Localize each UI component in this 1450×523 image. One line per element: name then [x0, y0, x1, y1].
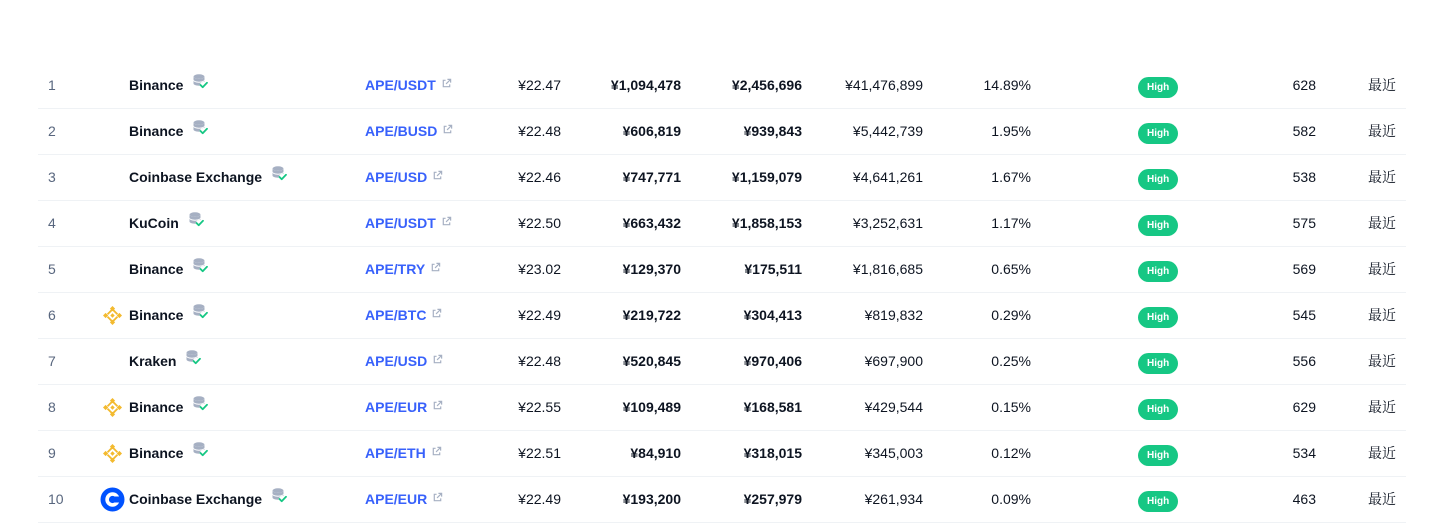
- exchange-name-text[interactable]: Binance: [129, 123, 184, 139]
- updated-value: 最近: [1368, 169, 1396, 185]
- exchange-name[interactable]: [129, 247, 208, 292]
- confidence-badge: [1138, 75, 1178, 96]
- price-value: ¥22.46: [518, 169, 561, 185]
- external-link-icon[interactable]: [441, 62, 452, 107]
- verified-database-icon: [192, 246, 208, 291]
- table-row[interactable]: [38, 477, 1406, 523]
- trading-pair-text[interactable]: APE/EUR: [365, 399, 428, 415]
- volume-value: ¥345,003: [864, 445, 923, 461]
- exchange-name[interactable]: [129, 201, 204, 246]
- confidence-label: High: [1138, 307, 1178, 328]
- rank-number: 4: [48, 215, 56, 231]
- verified-database-icon: [188, 200, 204, 245]
- binance-logo-icon: [100, 441, 125, 466]
- confidence-label: High: [1138, 123, 1178, 144]
- table-row[interactable]: [38, 339, 1406, 385]
- liquidity-score-value: 538: [1292, 169, 1316, 185]
- exchange-name[interactable]: [129, 293, 208, 338]
- updated-value: 最近: [1368, 445, 1396, 461]
- trading-pair-link[interactable]: [365, 247, 441, 292]
- volume-share-value: 0.29%: [991, 307, 1031, 323]
- exchange-name-text[interactable]: KuCoin: [129, 215, 179, 231]
- table-row[interactable]: [38, 293, 1406, 339]
- confidence-badge: [1138, 305, 1178, 326]
- rank-number: 7: [48, 353, 56, 369]
- depth-minus-2-value: ¥2,456,696: [731, 77, 802, 93]
- table-row[interactable]: [38, 155, 1406, 201]
- rank-number: 9: [48, 445, 56, 461]
- liquidity-score-value: 534: [1292, 445, 1316, 461]
- liquidity-score-value: 628: [1292, 77, 1316, 93]
- volume-share-value: 0.25%: [991, 353, 1031, 369]
- volume-value: ¥429,544: [864, 399, 923, 415]
- external-link-icon[interactable]: [432, 476, 443, 521]
- volume-share-value: 1.95%: [991, 123, 1031, 139]
- trading-pair-link[interactable]: [365, 109, 453, 154]
- volume-value: ¥4,641,261: [852, 169, 923, 185]
- external-link-icon[interactable]: [431, 292, 442, 337]
- trading-pair-text[interactable]: APE/BUSD: [365, 123, 438, 139]
- trading-pair-text[interactable]: APE/ETH: [365, 445, 426, 461]
- confidence-badge: [1138, 397, 1178, 418]
- rank-number: 6: [48, 307, 56, 323]
- rank-number: 10: [48, 491, 64, 507]
- volume-value: ¥819,832: [864, 307, 923, 323]
- exchange-name-text[interactable]: Binance: [129, 445, 184, 461]
- updated-value: 最近: [1368, 353, 1396, 369]
- volume-share-value: 1.67%: [991, 169, 1031, 185]
- trading-pair-link[interactable]: [365, 385, 443, 430]
- trading-pair-link[interactable]: [365, 155, 443, 200]
- table-row[interactable]: [38, 201, 1406, 247]
- trading-pair-text[interactable]: APE/USDT: [365, 215, 436, 231]
- volume-value: ¥3,252,631: [852, 215, 923, 231]
- depth-plus-2-value: ¥606,819: [622, 123, 681, 139]
- depth-plus-2-value: ¥84,910: [630, 445, 681, 461]
- table-row[interactable]: [38, 109, 1406, 155]
- depth-plus-2-value: ¥520,845: [622, 353, 681, 369]
- volume-share-value: 0.12%: [991, 445, 1031, 461]
- depth-plus-2-value: ¥219,722: [622, 307, 681, 323]
- volume-share-value: 0.15%: [991, 399, 1031, 415]
- confidence-badge: [1138, 213, 1178, 234]
- confidence-label: High: [1138, 399, 1178, 420]
- volume-value: ¥5,442,739: [852, 123, 923, 139]
- verified-database-icon: [192, 108, 208, 153]
- volume-value: ¥41,476,899: [845, 77, 923, 93]
- exchange-logo-icon: [100, 165, 125, 190]
- table-body: [38, 63, 1406, 523]
- updated-value: 最近: [1368, 399, 1396, 415]
- volume-share-value: 0.09%: [991, 491, 1031, 507]
- price-value: ¥22.50: [518, 215, 561, 231]
- updated-value: 最近: [1368, 491, 1396, 507]
- confidence-badge: [1138, 121, 1178, 142]
- verified-database-icon: [271, 154, 287, 199]
- depth-minus-2-value: ¥175,511: [744, 261, 802, 277]
- confidence-label: High: [1138, 77, 1178, 98]
- depth-minus-2-value: ¥318,015: [743, 445, 802, 461]
- trading-pair-text[interactable]: APE/EUR: [365, 491, 428, 507]
- exchange-name-text[interactable]: Binance: [129, 399, 184, 415]
- verified-database-icon: [192, 62, 208, 107]
- exchange-name-text[interactable]: Kraken: [129, 353, 177, 369]
- confidence-label: High: [1138, 353, 1178, 374]
- depth-minus-2-value: ¥1,858,153: [731, 215, 802, 231]
- trading-pair-link[interactable]: [365, 431, 442, 476]
- depth-minus-2-value: ¥1,159,079: [731, 169, 802, 185]
- exchange-name-text[interactable]: Binance: [129, 261, 184, 277]
- price-value: ¥22.51: [518, 445, 561, 461]
- updated-value: 最近: [1368, 307, 1396, 323]
- liquidity-score-value: 463: [1292, 491, 1316, 507]
- exchange-logo-icon: [100, 349, 125, 374]
- updated-value: 最近: [1368, 215, 1396, 231]
- confidence-label: High: [1138, 445, 1178, 466]
- liquidity-score-value: 575: [1292, 215, 1316, 231]
- confidence-label: High: [1138, 491, 1178, 512]
- confidence-badge: [1138, 259, 1178, 280]
- depth-minus-2-value: ¥168,581: [743, 399, 802, 415]
- exchange-logo-icon: [100, 257, 125, 282]
- external-link-icon[interactable]: [430, 246, 441, 291]
- table-row[interactable]: [38, 63, 1406, 109]
- rank-number: 5: [48, 261, 56, 277]
- external-link-icon[interactable]: [432, 384, 443, 429]
- liquidity-score-value: 582: [1292, 123, 1316, 139]
- external-link-icon[interactable]: [432, 338, 443, 383]
- confidence-label: High: [1138, 261, 1178, 282]
- trading-pair-text[interactable]: APE/USDT: [365, 77, 436, 93]
- depth-plus-2-value: ¥663,432: [622, 215, 681, 231]
- volume-share-value: 0.65%: [991, 261, 1031, 277]
- exchange-name-text[interactable]: Coinbase Exchange: [129, 169, 263, 185]
- volume-value: ¥697,900: [864, 353, 923, 369]
- depth-minus-2-value: ¥304,413: [743, 307, 802, 323]
- volume-value: ¥261,934: [864, 491, 923, 507]
- trading-pair-text[interactable]: APE/TRY: [365, 261, 426, 277]
- trading-pair-link[interactable]: [365, 293, 442, 338]
- exchange-name[interactable]: [129, 339, 201, 384]
- exchange-name[interactable]: [129, 63, 208, 108]
- confidence-badge: [1138, 443, 1178, 464]
- volume-share-value: 1.17%: [991, 215, 1031, 231]
- verified-database-icon: [192, 292, 208, 337]
- depth-plus-2-value: ¥129,370: [622, 261, 681, 277]
- table-row[interactable]: [38, 431, 1406, 477]
- exchange-name-text[interactable]: Binance: [129, 77, 184, 93]
- verified-database-icon: [192, 384, 208, 429]
- external-link-icon[interactable]: [441, 200, 452, 245]
- trading-pair-link[interactable]: [365, 63, 452, 108]
- updated-value: 最近: [1368, 261, 1396, 277]
- markets-table: [38, 63, 1406, 523]
- updated-value: 最近: [1368, 123, 1396, 139]
- price-value: ¥23.02: [518, 261, 561, 277]
- exchange-name-text[interactable]: Coinbase Exchange: [129, 491, 263, 507]
- rank-number: 1: [48, 77, 56, 93]
- price-value: ¥22.55: [518, 399, 561, 415]
- trading-pair-text[interactable]: APE/USD: [365, 353, 428, 369]
- exchange-logo-icon: [100, 119, 125, 144]
- confidence-badge: [1138, 167, 1178, 188]
- external-link-icon[interactable]: [431, 430, 442, 475]
- rank-number: 8: [48, 399, 56, 415]
- binance-logo-icon: [100, 395, 125, 420]
- trading-pair-link[interactable]: [365, 201, 452, 246]
- volume-value: ¥1,816,685: [852, 261, 923, 277]
- external-link-icon[interactable]: [442, 108, 453, 153]
- price-value: ¥22.49: [518, 307, 561, 323]
- confidence-label: High: [1138, 169, 1178, 190]
- depth-plus-2-value: ¥1,094,478: [610, 77, 681, 93]
- price-value: ¥22.47: [518, 77, 561, 93]
- trading-pair-text[interactable]: APE/BTC: [365, 307, 427, 323]
- trading-pair-text[interactable]: APE/USD: [365, 169, 428, 185]
- updated-value: 最近: [1368, 77, 1396, 93]
- confidence-label: High: [1138, 215, 1178, 236]
- rank-number: 3: [48, 169, 56, 185]
- rank-number: 2: [48, 123, 56, 139]
- exchange-logo-icon: [100, 211, 125, 236]
- liquidity-score-value: 556: [1292, 353, 1316, 369]
- depth-minus-2-value: ¥939,843: [743, 123, 802, 139]
- exchange-name[interactable]: [129, 385, 208, 430]
- liquidity-score-value: 545: [1292, 307, 1316, 323]
- exchange-name[interactable]: [129, 109, 208, 154]
- exchange-logo-icon: [100, 73, 125, 98]
- exchange-name-text[interactable]: Binance: [129, 307, 184, 323]
- liquidity-score-value: 569: [1292, 261, 1316, 277]
- verified-database-icon: [192, 430, 208, 475]
- exchange-name[interactable]: [129, 431, 208, 476]
- trading-pair-link[interactable]: [365, 339, 443, 384]
- depth-plus-2-value: ¥747,771: [622, 169, 681, 185]
- external-link-icon[interactable]: [432, 154, 443, 199]
- price-value: ¥22.48: [518, 353, 561, 369]
- volume-share-value: 14.89%: [983, 77, 1031, 93]
- confidence-badge: [1138, 351, 1178, 372]
- depth-minus-2-value: ¥970,406: [743, 353, 802, 369]
- price-value: ¥22.48: [518, 123, 561, 139]
- binance-logo-icon: [100, 303, 125, 328]
- verified-database-icon: [185, 338, 201, 383]
- verified-database-icon: [271, 476, 287, 521]
- depth-minus-2-value: ¥257,979: [743, 491, 802, 507]
- price-value: ¥22.49: [518, 491, 561, 507]
- liquidity-score-value: 629: [1292, 399, 1316, 415]
- depth-plus-2-value: ¥109,489: [622, 399, 681, 415]
- exchange-name[interactable]: [129, 155, 287, 200]
- depth-plus-2-value: ¥193,200: [622, 491, 681, 507]
- table-row[interactable]: [38, 247, 1406, 293]
- table-row[interactable]: [38, 385, 1406, 431]
